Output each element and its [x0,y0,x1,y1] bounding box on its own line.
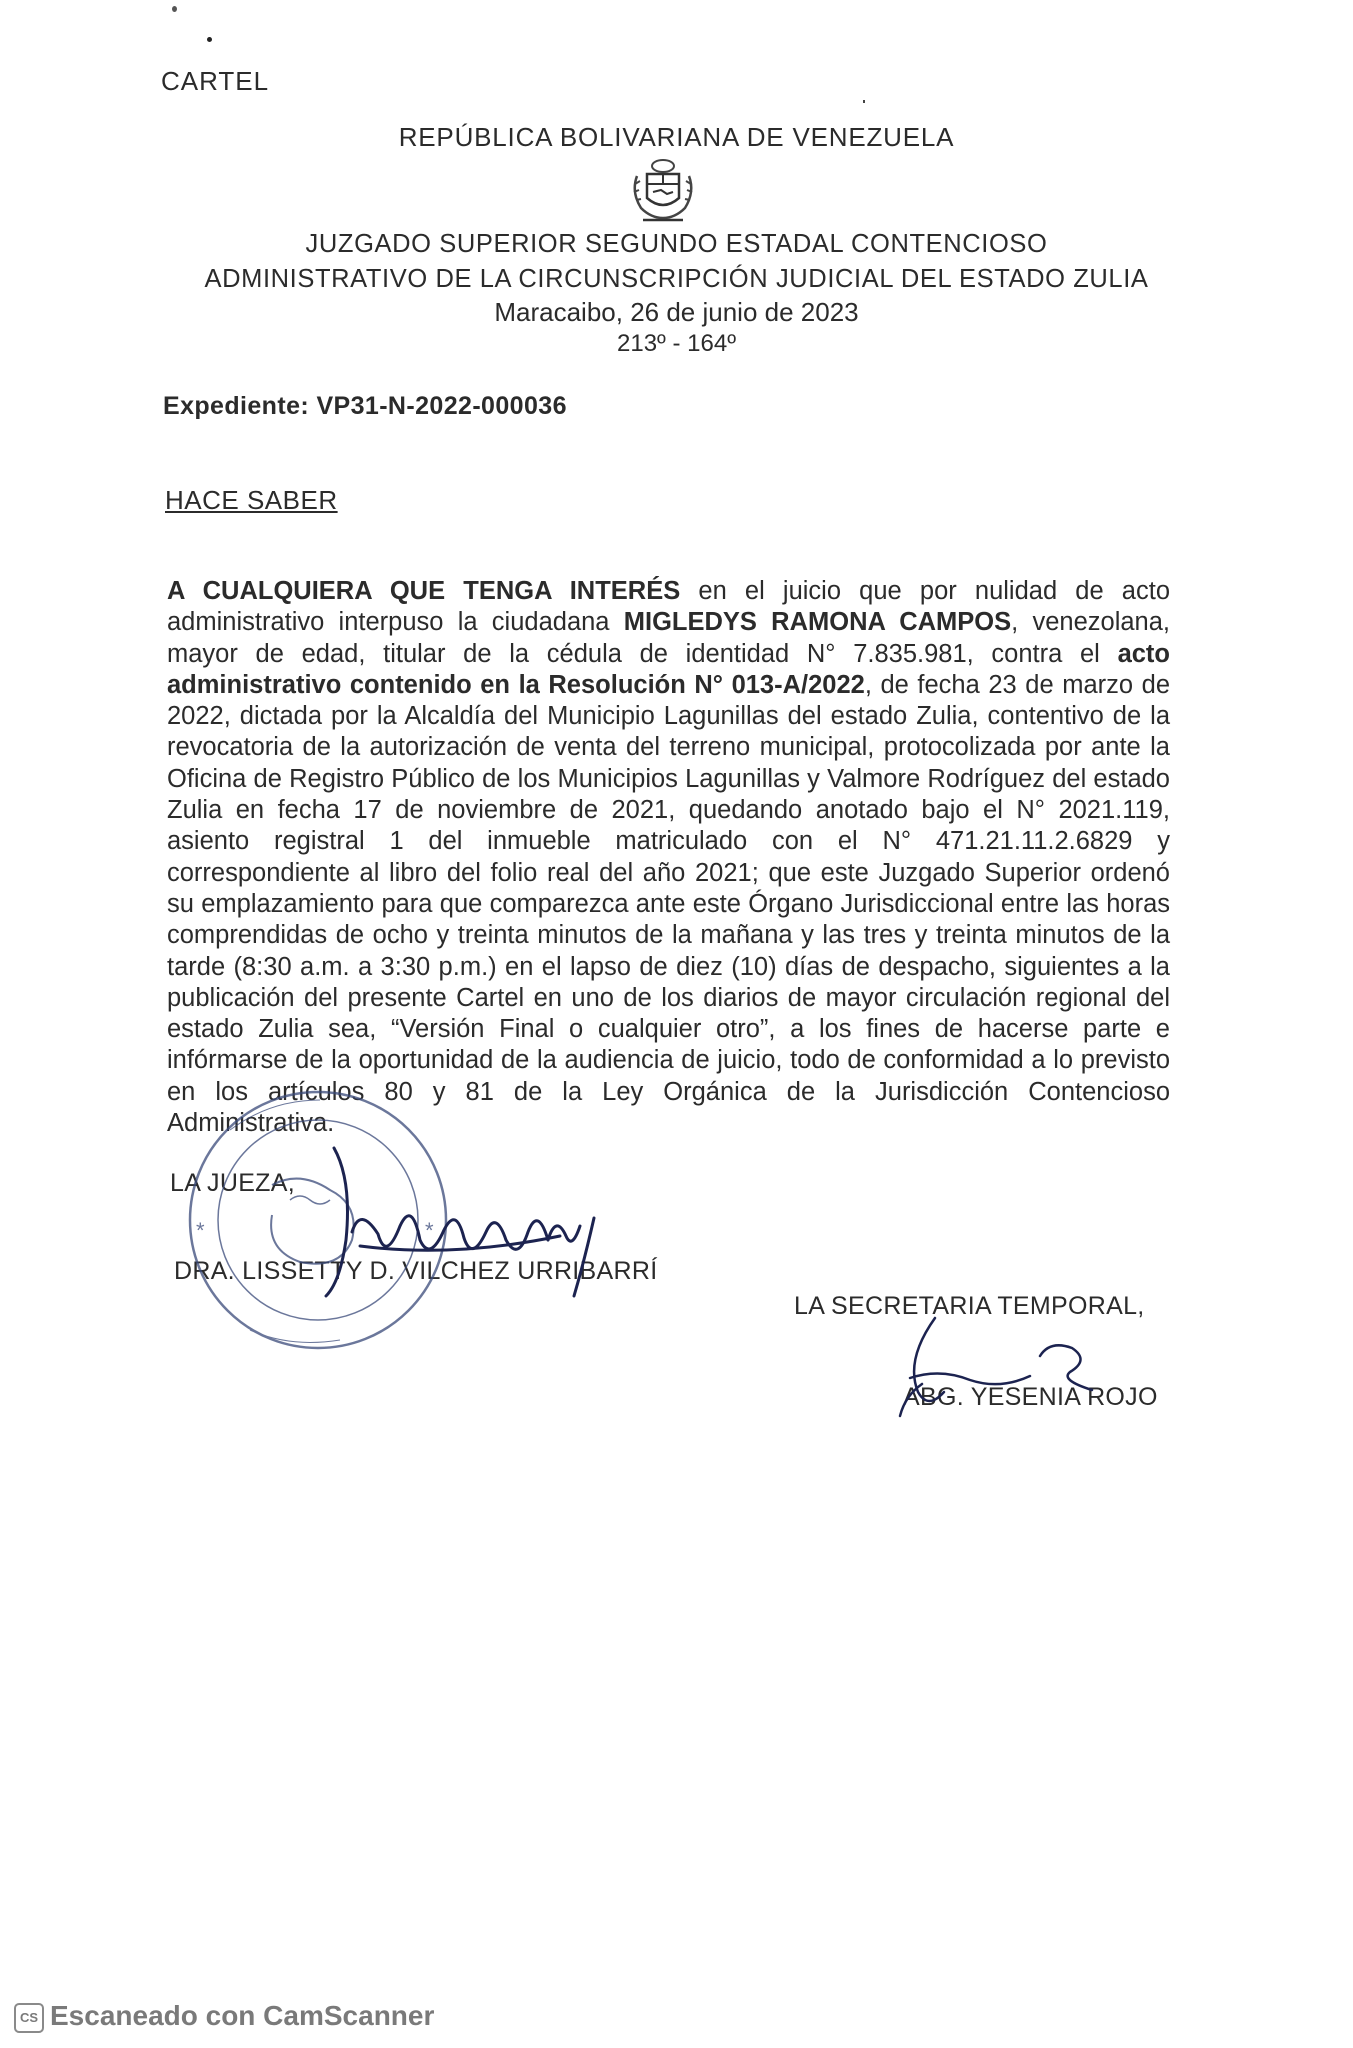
notice-text-2: , venezolana, mayor de edad, titular de la cédula de identidad N° 7.835.981, contra el [167,608,1170,668]
judge-title: LA JUEZA, [170,1169,295,1197]
section-heading: HACE SABER [165,485,338,515]
document-label: CARTEL [161,66,270,96]
notice-text-3: , de fecha 23 de marzo de 2022, dictada por la Alcaldía del Municipio Lagunillas del estado Zulia, contentivo de la revocatoria de la autorización de venta del terreno municipal, protocolizada por ante la Oficina de Registro Público de los Municipios Lagunillas y Valmore Rodríguez del estado Zulia en fecha 17 de noviembre de 2021, quedando anotado bajo el N° 2021.119, asiento registral 1 del inmueble matriculado con el N° 471.21.11.2.6829 y correspondiente al libro del folio real del año 2021; que este Juzgado Superior ordenó su emplazamiento para que comparezca ante este Órgano Jurisdiccional entre las horas comprendidas de ocho y treinta minutos de la mañana y las tres y treinta minutos de la tarde (8:30 a.m. a 3:30 p.m.) en el lapso de diez (10) días de despacho, siguientes a la publicación del presente Cartel en uno de los diarios de mayor circulación regional del estado Zulia sea, “Versión Final o cualquier otro”, a los fines de hacerse parte e infórmarse de la oportunidad de la audiencia de juicio, todo de conformidad a lo previsto en los artículos 80 y 81 de la Ley Orgánica de la Jurisdicción Contencioso Administrativa. [167,670,1170,1138]
administrative-act: acto administrativo contenido en la Resolución N° 013-A/2022 [167,639,1170,699]
notice-text-1: en el juicio que por nulidad de acto administrativo interpuso la ciudadana [167,577,1171,637]
scan-speck [207,37,212,42]
city-date: Maracaibo, 26 de junio de 2023 [494,297,859,327]
court-name-line-1: JUZGADO SUPERIOR SEGUNDO ESTADAL CONTENCIOSO [305,230,1048,258]
court-name-line-2: ADMINISTRATIVO DE LA CIRCUNSCRIPCIÓN JUDICIAL DEL ESTADO ZULIA [204,265,1149,293]
independence-federation-years: 213º - 164º [617,330,736,357]
scan-speck [172,6,177,12]
coat-of-arms-icon [627,156,699,224]
country-heading: REPÚBLICA BOLIVARIANA DE VENEZUELA [398,122,955,152]
camscanner-logo-icon: CS [14,2003,44,2033]
secretary-name: ABG. YESENIA ROJO [903,1383,1158,1411]
secretary-title: LA SECRETARIA TEMPORAL, [794,1292,1145,1320]
case-number: Expediente: VP31-N-2022-000036 [163,392,567,420]
scanner-watermark-text: Escaneado con CamScanner [50,2000,435,2031]
notice-lead: A CUALQUIERA QUE TENGA INTERÉS [167,577,681,605]
svg-text:*: * [196,1218,205,1243]
svg-text:*: * [425,1218,434,1243]
scanner-watermark [14,2000,434,2033]
plaintiff-name: MIGLEDYS RAMONA CAMPOS [623,608,1012,637]
notice-body [167,576,1170,1139]
judge-name: DRA. LISSETTY D. VILCHEZ URRIBARRÍ [174,1257,658,1285]
scan-speck [863,100,865,103]
